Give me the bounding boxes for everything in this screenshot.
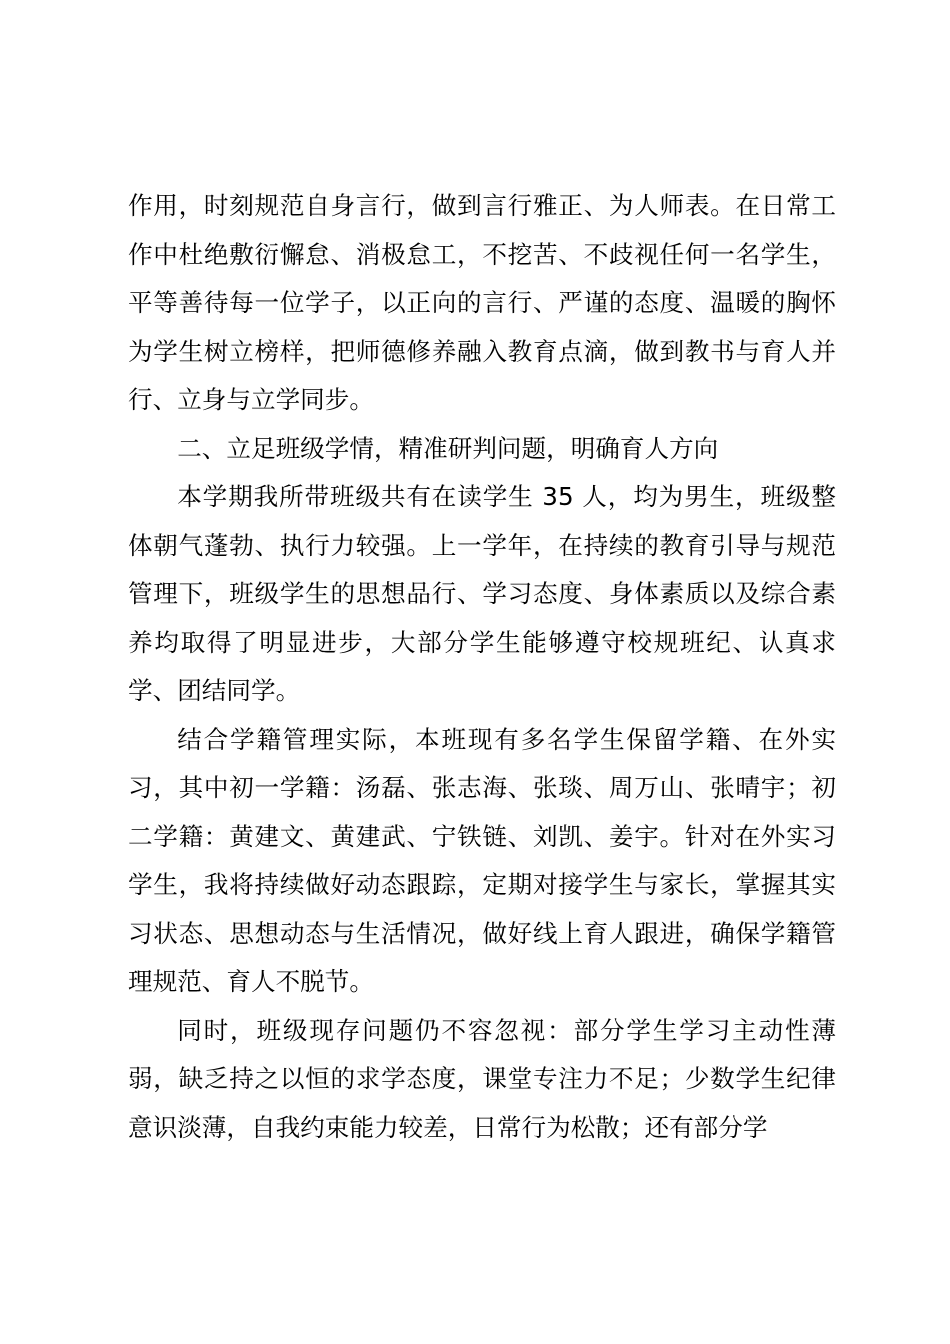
paragraph-existing-problems: 同时，班级现存问题仍不容忽视：部分学生学习主动性薄弱，缺乏持之以恒的求学态度，课堂专注力不足；少数学生纪律意识淡薄，自我约束能力较差，日常行为松散；还有部分学: [128, 1015, 836, 1142]
paragraph-class-overview: 本学期我所带班级共有在读学生 35 人，均为男生，班级整体朝气蓬勃、执行力较强。上一学年，在持续的教育引导与规范管理下，班级学生的思想品行、学习态度、身体素质以及综合素养均取得了明显进步，大部分学生能够遵守校规班纪、认真求学、团结同学。: [128, 482, 836, 705]
document-body: [128, 182, 836, 1152]
paragraph-continuation: 作用，时刻规范自身言行，做到言行雅正、为人师表。在日常工作中杜绝敷衍懈怠、消极怠工，不挖苦、不歧视任何一名学生，平等善待每一位学子，以正向的言行、严谨的态度、温暖的胸怀为学生树立榜样，把师德修养融入教育点滴，做到教书与育人并行、立身与立学同步。: [128, 191, 836, 414]
paragraph-student-status: 结合学籍管理实际，本班现有多名学生保留学籍、在外实习，其中初一学籍：汤磊、张志海、张琰、周万山、张晴宇；初二学籍：黄建文、黄建武、宁铁链、刘凯、姜宇。针对在外实习学生，我将持续做好动态跟踪，定期对接学生与家长，掌握其实习状态、思想动态与生活情况，做好线上育人跟进，确保学籍管理规范、育人不脱节。: [128, 724, 836, 996]
section-heading-2: 二、立足班级学情，精准研判问题，明确育人方向: [177, 433, 719, 463]
